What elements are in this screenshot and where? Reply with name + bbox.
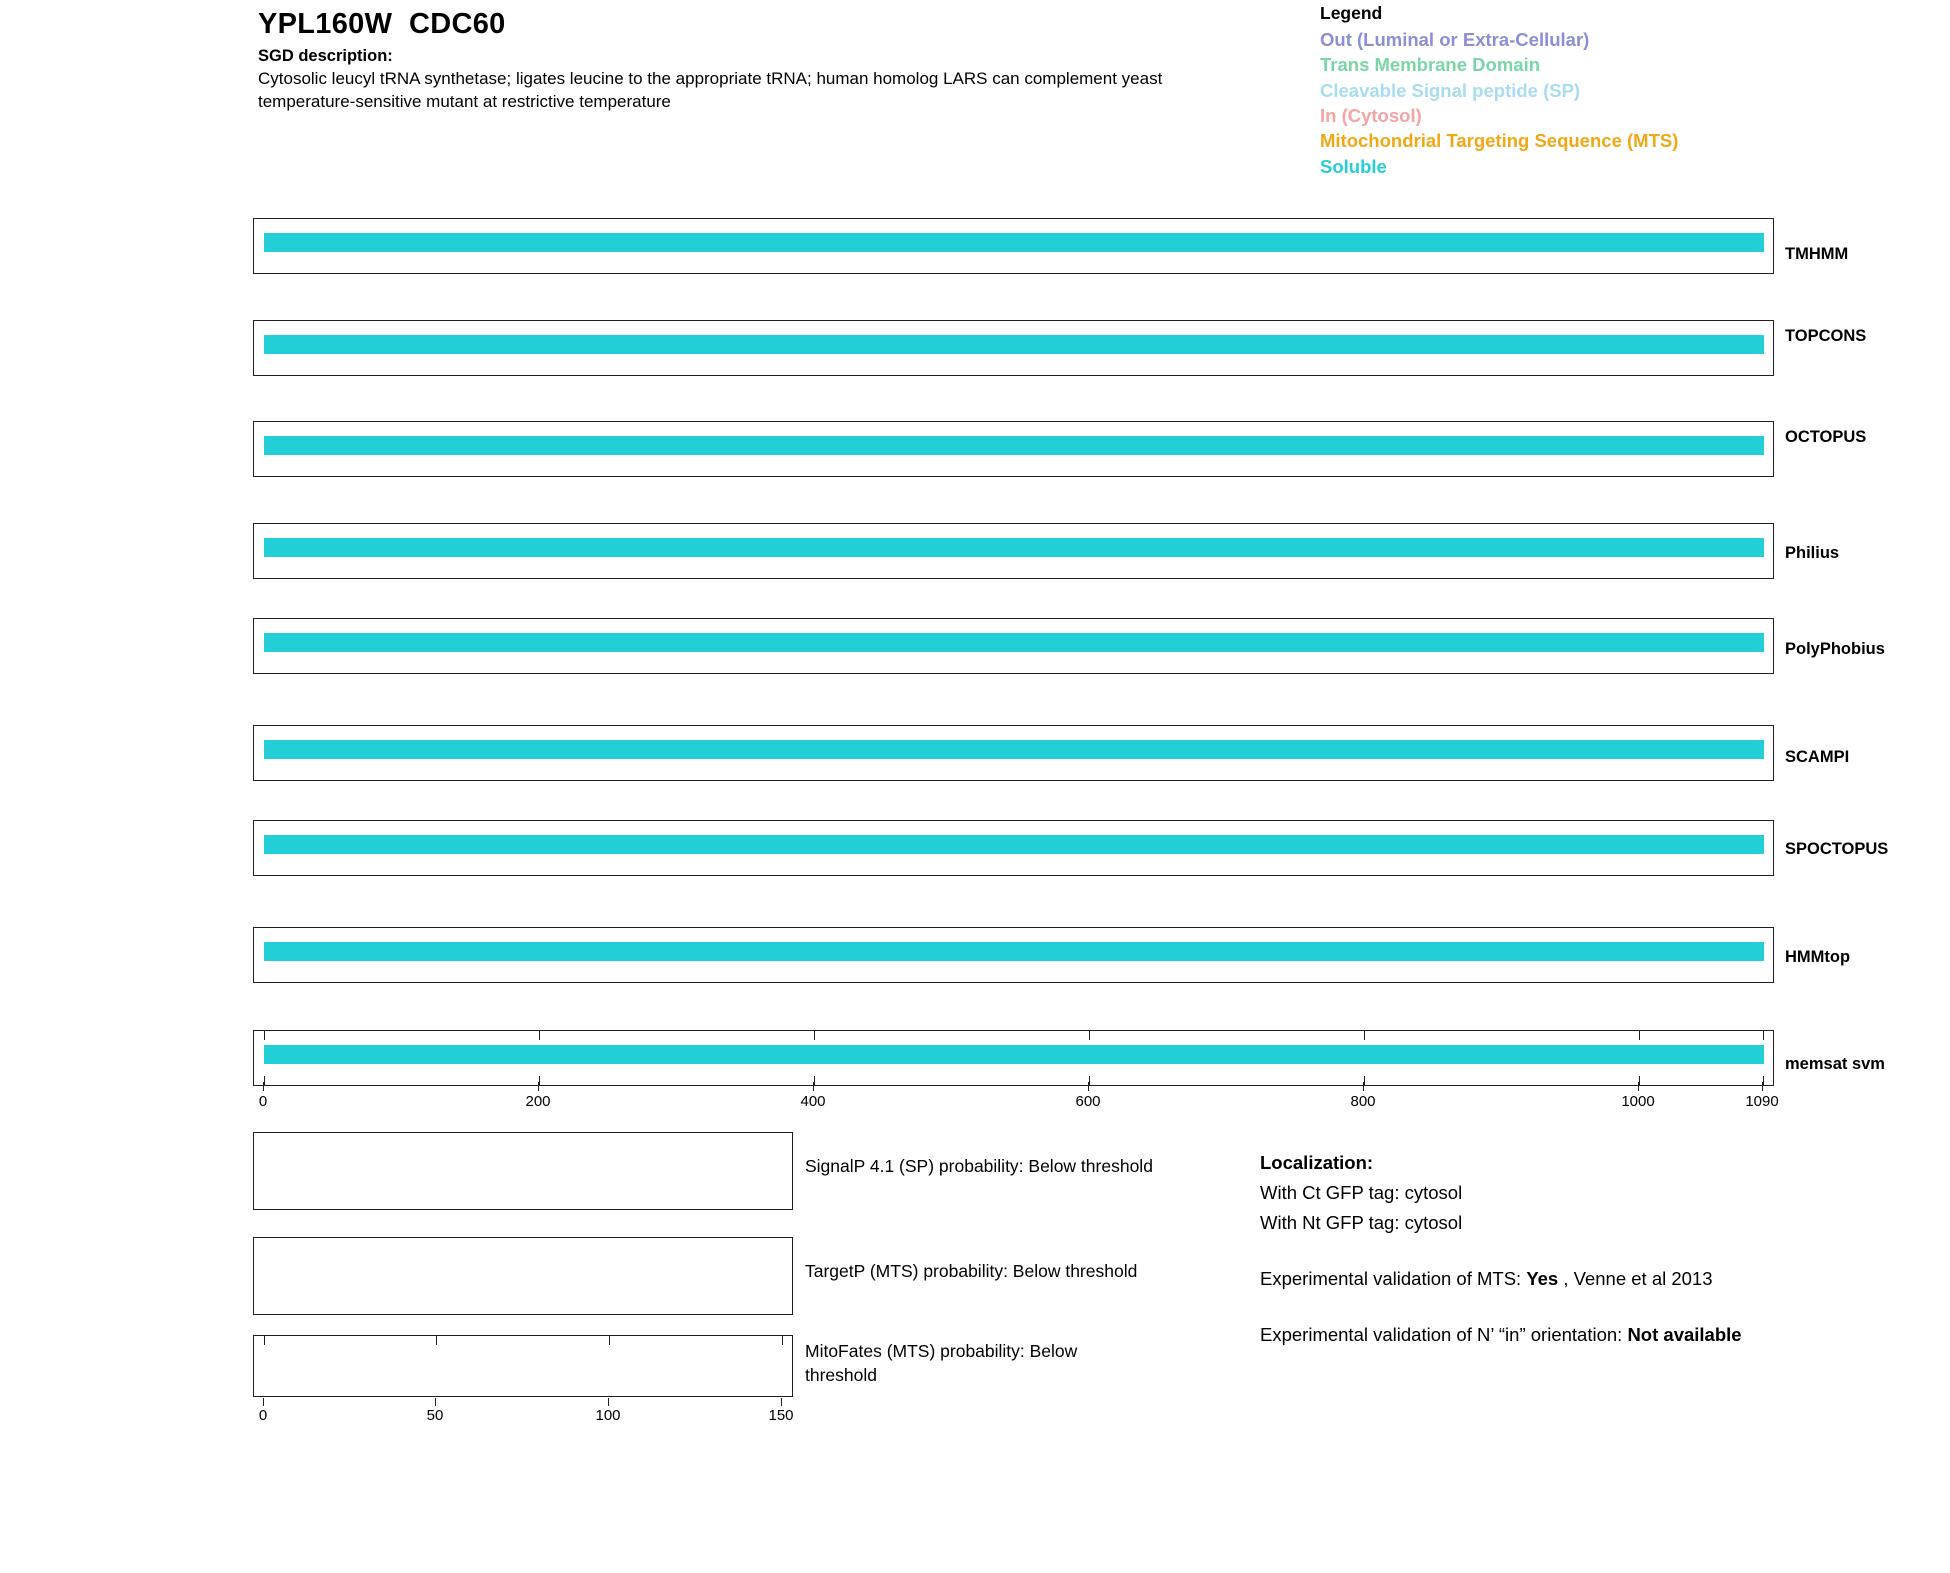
axis-tick-400: 400 [800, 1093, 826, 1110]
mitofates-probability-text: MitoFates (MTS) probability: Below threshold [805, 1341, 1078, 1385]
soluble-bar [264, 740, 1764, 759]
soluble-bar [264, 436, 1764, 455]
soluble-bar [264, 538, 1764, 557]
mts-experimental-validation [1260, 1264, 1920, 1294]
track-label-scampi: SCAMPI [1785, 748, 1850, 766]
soluble-bar [264, 233, 1764, 252]
mitofates-axis-tick-50: 50 [426, 1407, 444, 1424]
axis-tick-1090: 1090 [1745, 1093, 1779, 1110]
legend-item-sp: Cleavable Signal peptide (SP) [1320, 79, 1581, 101]
localization-title: Localization: [1260, 1152, 1374, 1173]
soluble-bar [264, 942, 1764, 961]
mts-validation-suffix: , Venne et al 2013 [1558, 1267, 1713, 1289]
soluble-bar [264, 335, 1764, 354]
sgd-description-text: Cytosolic leucyl tRNA synthetase; ligates leucine to the appropriate tRNA; human homolog LARS can complement yeast temperature-sensitive mutant at restrictive temperature [258, 69, 1163, 111]
legend-item-out: Out (Luminal or Extra-Cellular) [1320, 29, 1590, 50]
legend-item-in: In (Cytosol) [1320, 105, 1422, 127]
legend-item-mts: Mitochondrial Targeting Sequence (MTS) [1320, 130, 1679, 152]
sgd-description-label: SGD description: [258, 47, 393, 65]
track-label-spoctopus: SPOCTOPUS [1785, 840, 1889, 858]
axis-tick-1000: 1000 [1621, 1093, 1655, 1110]
track-philius [253, 523, 1774, 579]
axis-tick-0: 0 [258, 1093, 268, 1110]
localization-info [1260, 1148, 1920, 1350]
track-label-memsat-svm: memsat svm [1785, 1055, 1885, 1073]
track-label-topcons: TOPCONS [1785, 327, 1867, 345]
axis-tick-800: 800 [1350, 1093, 1376, 1110]
legend-item-soluble: Soluble [1320, 155, 1387, 177]
axis-tick-200: 200 [525, 1093, 551, 1110]
mitofates-axis-tick-150: 150 [768, 1407, 794, 1424]
mts-validation-value: Yes [1526, 1267, 1559, 1289]
soluble-bar [264, 1045, 1764, 1064]
nin-validation-value: Not available [1627, 1323, 1742, 1345]
mitofates-plot-box [253, 1335, 793, 1397]
track-tmhmm [253, 218, 1774, 274]
track-label-hmmtop: HMMtop [1785, 948, 1851, 966]
track-memsat-svm [253, 1030, 1774, 1086]
track-polyphobius [253, 618, 1774, 674]
mitofates-axis-tick-0: 0 [258, 1407, 268, 1424]
track-spoctopus [253, 820, 1774, 876]
track-label-philius: Philius [1785, 544, 1840, 562]
page-title: YPL160W CDC60 [258, 8, 506, 40]
track-label-octopus: OCTOPUS [1785, 428, 1867, 446]
nin-validation-prefix: Experimental validation of N’ “in” orientation: [1260, 1323, 1628, 1345]
legend [1320, 3, 1920, 179]
mts-validation-prefix: Experimental validation of MTS: [1260, 1267, 1527, 1289]
soluble-bar [264, 633, 1764, 652]
track-hmmtop [253, 927, 1774, 983]
header [258, 8, 1258, 114]
sequence-axis [253, 1082, 1779, 1128]
track-label-polyphobius: PolyPhobius [1785, 640, 1885, 658]
track-octopus [253, 421, 1774, 477]
track-label-tmhmm: TMHMM [1785, 245, 1849, 263]
signalp-plot-box [253, 1132, 793, 1210]
nin-experimental-validation [1260, 1320, 1920, 1350]
track-scampi [253, 725, 1774, 781]
localization-ct-tag: With Ct GFP tag: cytosol [1260, 1181, 1463, 1203]
track-topcons [253, 320, 1774, 376]
mitofates-axis-tick-100: 100 [595, 1407, 621, 1424]
targetp-probability-text: TargetP (MTS) probability: Below threshold [805, 1261, 1138, 1281]
soluble-bar [264, 835, 1764, 854]
mitofates-axis [253, 1398, 793, 1428]
legend-item-tmd: Trans Membrane Domain [1320, 54, 1541, 76]
signalp-probability-text: SignalP 4.1 (SP) probability: Below threshold [805, 1156, 1153, 1176]
legend-title: Legend [1320, 3, 1383, 23]
localization-nt-tag: With Nt GFP tag: cytosol [1260, 1211, 1463, 1233]
axis-tick-600: 600 [1075, 1093, 1101, 1110]
targetp-plot-box [253, 1237, 793, 1315]
